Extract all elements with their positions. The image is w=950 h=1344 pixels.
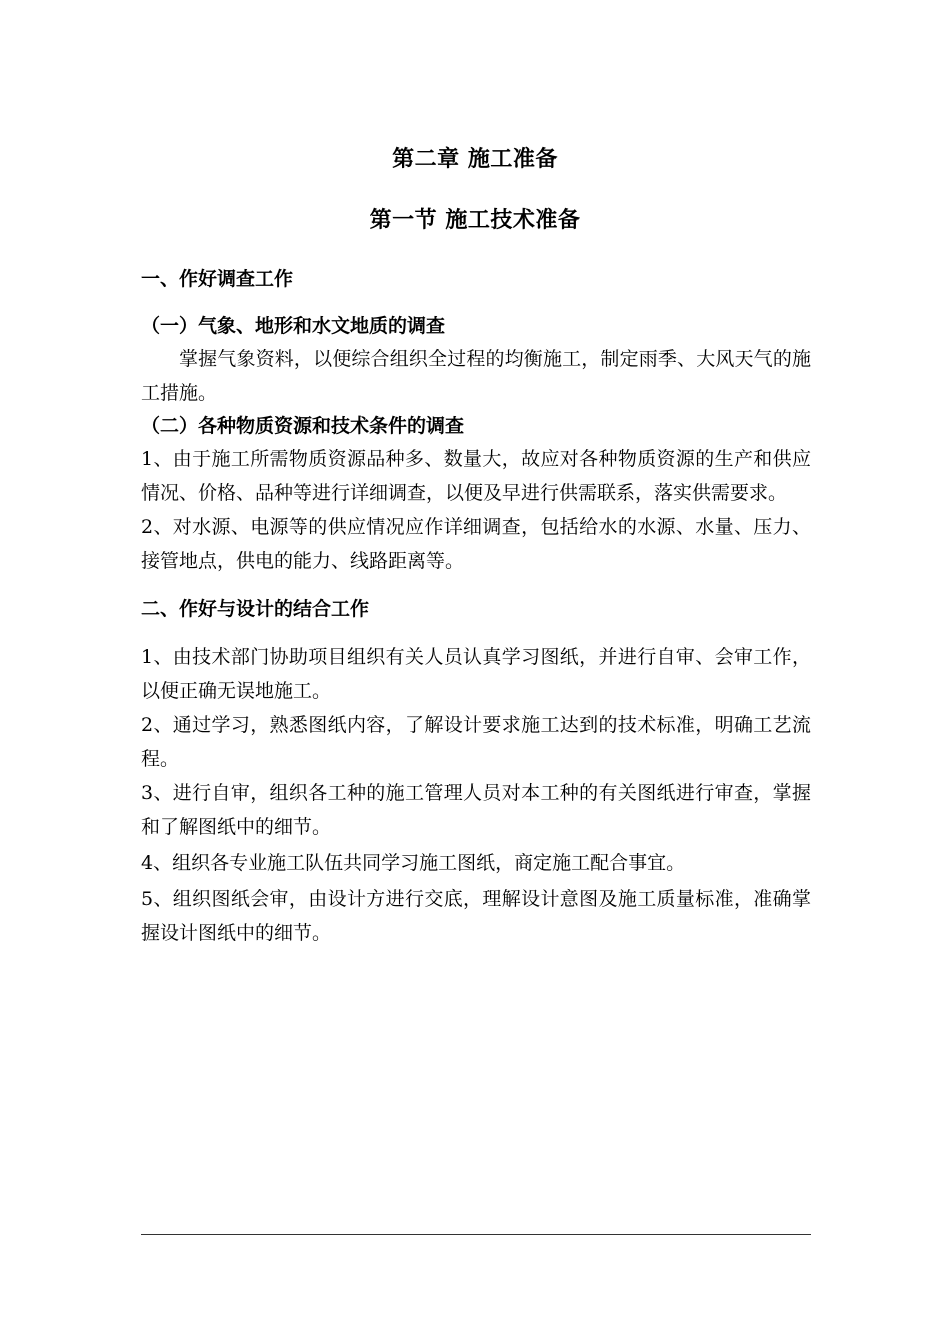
list-item-design-3: 3、进行自审，组织各工种的施工管理人员对本工种的有关图纸进行审查，掌握和了解图纸中的细节。 — [141, 782, 811, 838]
chapter-title: 第二章 施工准备 — [392, 147, 558, 172]
subheading-resources: （二）各种物质资源和技术条件的调查 — [141, 415, 465, 437]
list-item-resources-2: 2、对水源、电源等的供应情况应作详细调查，包括给水的水源、水量、压力、接管地点，供电的能力、线路距离等。 — [141, 516, 811, 572]
list-item-design-4: 4、组织各专业施工队伍共同学习施工图纸，商定施工配合事宜。 — [141, 852, 686, 874]
section-title: 第一节 施工技术准备 — [369, 208, 581, 233]
heading-investigation: 一、作好调查工作 — [141, 268, 294, 290]
list-item-design-2: 2、通过学习，熟悉图纸内容，了解设计要求施工达到的技术标准，明确工艺流程。 — [141, 714, 811, 770]
document-body — [141, 262, 811, 950]
list-item-resources-1: 1、由于施工所需物质资源品种多、数量大，故应对各种物质资源的生产和供应情况、价格、品种等进行详细调查，以便及早进行供需联系，落实供需要求。 — [141, 448, 811, 504]
list-item-design-1: 1、由技术部门协助项目组织有关人员认真学习图纸，并进行自审、会审工作，以便正确无误地施工。 — [141, 646, 811, 702]
paragraph-weather: 掌握气象资料，以便综合组织全过程的均衡施工，制定雨季、大风天气的施工措施。 — [141, 348, 811, 404]
list-item-design-5: 5、组织图纸会审，由设计方进行交底，理解设计意图及施工质量标准，准确掌握设计图纸中的细节。 — [141, 888, 811, 944]
heading-design-cooperation: 二、作好与设计的结合工作 — [141, 598, 370, 620]
subheading-weather-terrain: （一）气象、地形和水文地质的调查 — [141, 315, 446, 337]
footer-divider — [141, 1234, 811, 1235]
